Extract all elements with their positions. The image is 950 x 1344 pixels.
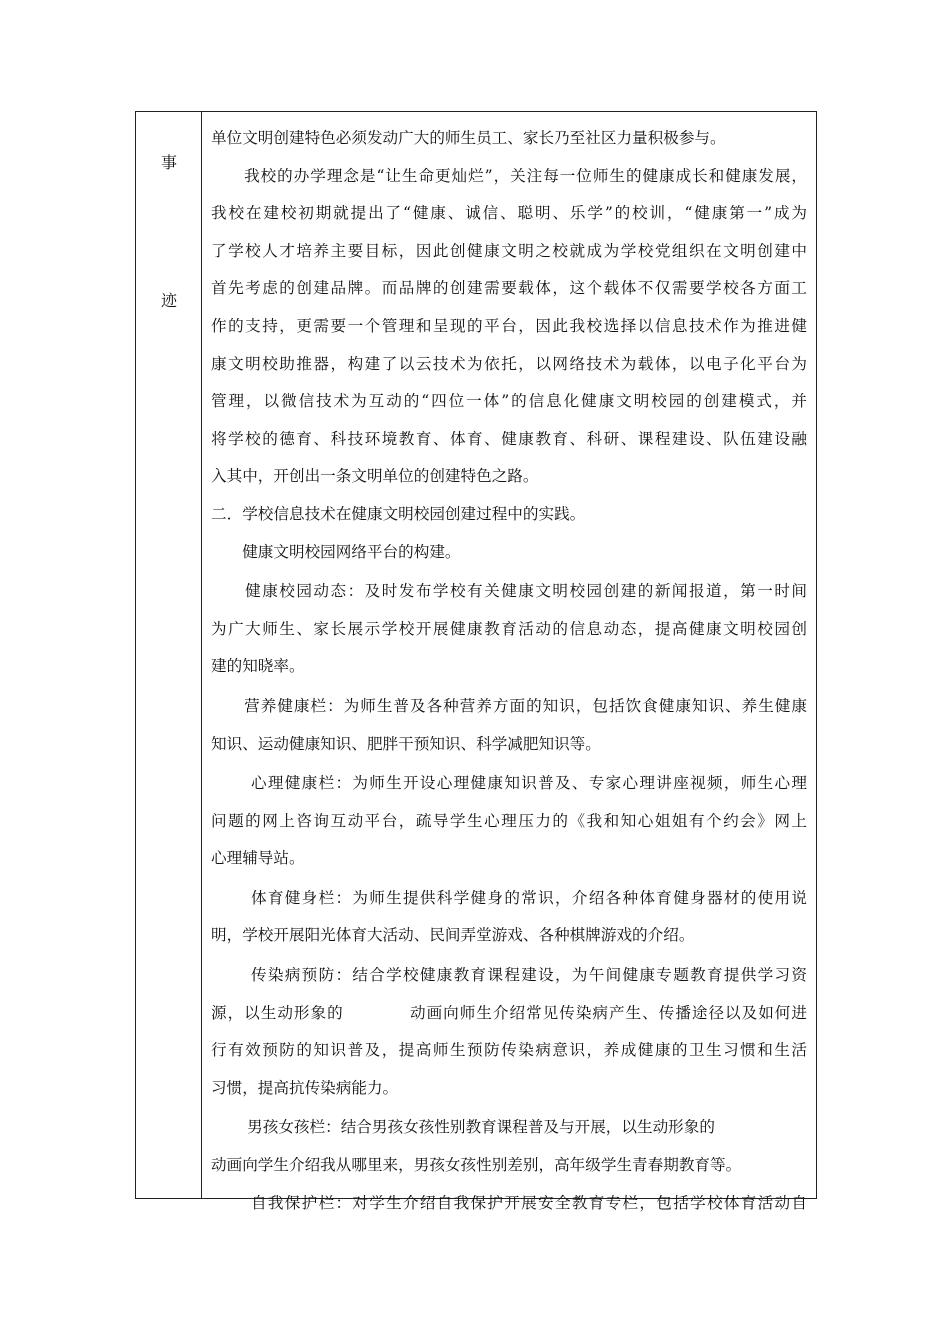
text-line: 知识、运动健康知识、肥胖干预知识、科学减肥知识等。 xyxy=(211,734,601,753)
text-line: 心理健康栏：为师生开设心理健康知识普及、专家心理讲座视频，师生心理 xyxy=(211,774,807,793)
text-line: 管理，以微信技术为互动的“四位一体”的信息化健康文明校园的创建模式，并 xyxy=(211,392,807,411)
text-line: 动画向学生介绍我从哪里来，男孩女孩性别差别，高年级学生青春期教育等。 xyxy=(211,1156,742,1175)
text-line: 问题的网上咨询互动平台，疏导学生心理压力的《我和知心姐姐有个约会》网上 xyxy=(211,811,807,830)
text-line: 我校的办学理念是“让生命更灿烂”，关注每一位师生的健康成长和健康发展， xyxy=(211,166,807,185)
subsection-heading: 健康文明校园网络平台的构建。 xyxy=(211,542,461,561)
label-char-shi: 事 xyxy=(160,153,177,172)
text-line: 源，以生动形象的 动画向师生介绍常见传染病产生、传播途径以及如何进 xyxy=(211,1003,807,1022)
text-line: 男孩女孩栏：结合男孩女孩性别教育课程普及与开展，以生动形象的 xyxy=(211,1118,715,1137)
section-heading: 二．学校信息技术在健康文明校园创建过程中的实践。 xyxy=(211,504,586,523)
text-line: 传染病预防：结合学校健康教育课程建设，为午间健康专题教育提供学习资 xyxy=(211,966,807,985)
text-line: 习惯，提高抗传染病能力。 xyxy=(211,1078,399,1097)
text-line: 建的知晓率。 xyxy=(211,657,305,676)
text-line: 入其中，开创出一条文明单位的创建特色之路。 xyxy=(211,467,539,486)
text-line: 健康校园动态：及时发布学校有关健康文明校园创建的新闻报道，第一时间 xyxy=(211,582,807,601)
text-line: 首先考虑的创建品牌。而品牌的创建需要载体，这个载体不仅需要学校各方面工 xyxy=(211,279,807,298)
text-line: 营养健康栏：为师生普及各种营养方面的知识，包括饮食健康知识、养生健康 xyxy=(211,696,807,715)
label-column xyxy=(136,112,202,1198)
text-line: 单位文明创建特色必须发动广大的师生员工、家长乃至社区力量积极参与。 xyxy=(211,129,726,147)
text-line: 我校在建校初期就提出了“健康、诚信、聪明、乐学”的校训，“健康第一”成为 xyxy=(211,204,807,223)
text-line: 体育健身栏：为师生提供科学健身的常识，介绍各种体育健身器材的使用说 xyxy=(211,888,807,907)
text-line: 为广大师生、家长展示学校开展健康教育活动的信息动态，提高健康文明校园创 xyxy=(211,619,807,638)
text-line: 自我保护栏：对学生介绍自我保护开展安全教育专栏，包括学校体育活动自 xyxy=(211,1193,807,1212)
text-line: 行有效预防的知识普及，提高师生预防传染病意识，养成健康的卫生习惯和生活 xyxy=(211,1041,807,1060)
content-column xyxy=(211,120,807,1222)
label-char-ji: 迹 xyxy=(160,291,177,310)
text-line: 作的支持，更需要一个管理和呈现的平台，因此我校选择以信息技术作为推进健 xyxy=(211,316,807,335)
text-line: 康文明校助推器，构建了以云技术为依托，以网络技术为载体，以电子化平台为 xyxy=(211,354,807,373)
text-line: 将学校的德育、科技环境教育、体育、健康教育、科研、课程建设、队伍建设融 xyxy=(211,429,807,448)
text-line: 明，学校开展阳光体育大活动、民间弄堂游戏、各种棋牌游戏的介绍。 xyxy=(211,926,695,945)
text-line: 心理辅导站。 xyxy=(211,849,305,868)
record-table xyxy=(135,111,817,1212)
text-line: 了学校人才培养主要目标，因此创健康文明之校就成为学校党组织在文明创建中 xyxy=(211,241,807,260)
